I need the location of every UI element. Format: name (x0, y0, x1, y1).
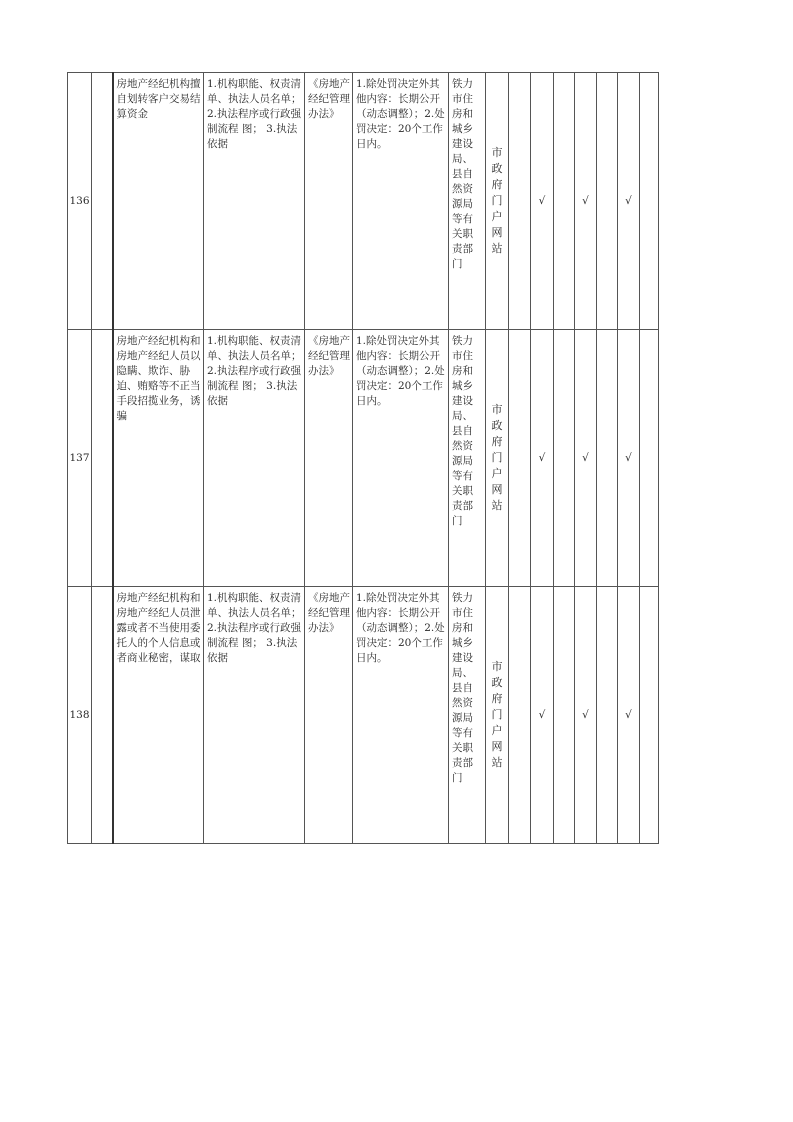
row-number-cell (68, 330, 92, 587)
table-row (68, 330, 659, 587)
check-cell: √ (575, 73, 597, 330)
check-cell (509, 587, 531, 844)
subject-cell: 铁力市住房和城乡建设局、县自然资源局等有关职责部门 (449, 73, 486, 330)
check-cell (640, 330, 659, 587)
channel-cell-text: 市政府门户网站 (491, 403, 503, 512)
check-cell (554, 587, 575, 844)
timing-cell: 1.除处罚决定外其他内容：长期公开 （动态调整）；2.处罚决定：20个工作日内。 (353, 73, 449, 330)
subject-cell: 铁力市住房和城乡建设局、县自然资源局等有关职责部门 (449, 330, 486, 587)
item-cell: 房地产经纪机构擅自划转客户交易结算资金 (113, 73, 204, 330)
basis-cell: 《房地产经纪管理办法》 (305, 73, 353, 330)
check-cell: √ (618, 73, 640, 330)
content-cell: 1.机构职能、权责清单、执法人员名单； 2.执法程序或行政强制流程 图； 3.执法依据 (204, 73, 305, 330)
check-cell: √ (531, 330, 554, 587)
item-cell: 房地产经纪机构和房地产经纪人员泄露或者不当使用委托人的个人信息或者商业秘密，谋取 (113, 587, 204, 844)
content-cell: 1.机构职能、权责清单、执法人员名单； 2.执法程序或行政强制流程 图； 3.执法依据 (204, 330, 305, 587)
spacer-cell (92, 587, 113, 844)
timing-cell: 1.除处罚决定外其他内容：长期公开 （动态调整）；2.处罚决定：20个工作日内。 (353, 330, 449, 587)
spacer-cell (92, 330, 113, 587)
item-cell: 房地产经纪机构和房地产经纪人员以隐瞒、欺诈、胁迫、贿赂等不正当手段招揽业务，诱骗 (113, 330, 204, 587)
row-number-cell-text: 136 (69, 194, 90, 207)
disclosure-table (67, 72, 659, 844)
row-number-cell (68, 587, 92, 844)
check-cell (554, 73, 575, 330)
channel-cell (486, 73, 509, 330)
timing-cell: 1.除处罚决定外其他内容：长期公开 （动态调整）；2.处罚决定：20个工作日内。 (353, 587, 449, 844)
check-cell (509, 73, 531, 330)
spacer-cell (92, 73, 113, 330)
document-page (67, 72, 659, 844)
check-cell (554, 330, 575, 587)
basis-cell: 《房地产经纪管理办法》 (305, 330, 353, 587)
content-cell: 1.机构职能、权责清单、执法人员名单； 2.执法程序或行政强制流程 图； 3.执法依据 (204, 587, 305, 844)
channel-cell (486, 330, 509, 587)
check-cell (640, 73, 659, 330)
check-cell (597, 587, 618, 844)
table-row (68, 73, 659, 330)
row-number-cell (68, 73, 92, 330)
channel-cell-text: 市政府门户网站 (491, 660, 503, 769)
channel-cell-text: 市政府门户网站 (491, 146, 503, 255)
basis-cell: 《房地产经纪管理办法》 (305, 587, 353, 844)
check-cell: √ (575, 330, 597, 587)
channel-cell (486, 587, 509, 844)
table-row (68, 587, 659, 844)
row-number-cell-text: 138 (69, 708, 90, 721)
check-cell: √ (618, 330, 640, 587)
check-cell (597, 330, 618, 587)
check-cell: √ (531, 73, 554, 330)
check-cell: √ (531, 587, 554, 844)
row-number-cell-text: 137 (69, 451, 90, 464)
subject-cell: 铁力市住房和城乡建设局、县自然资源局等有关职责部门 (449, 587, 486, 844)
check-cell (640, 587, 659, 844)
check-cell (509, 330, 531, 587)
check-cell: √ (575, 587, 597, 844)
check-cell (597, 73, 618, 330)
check-cell: √ (618, 587, 640, 844)
